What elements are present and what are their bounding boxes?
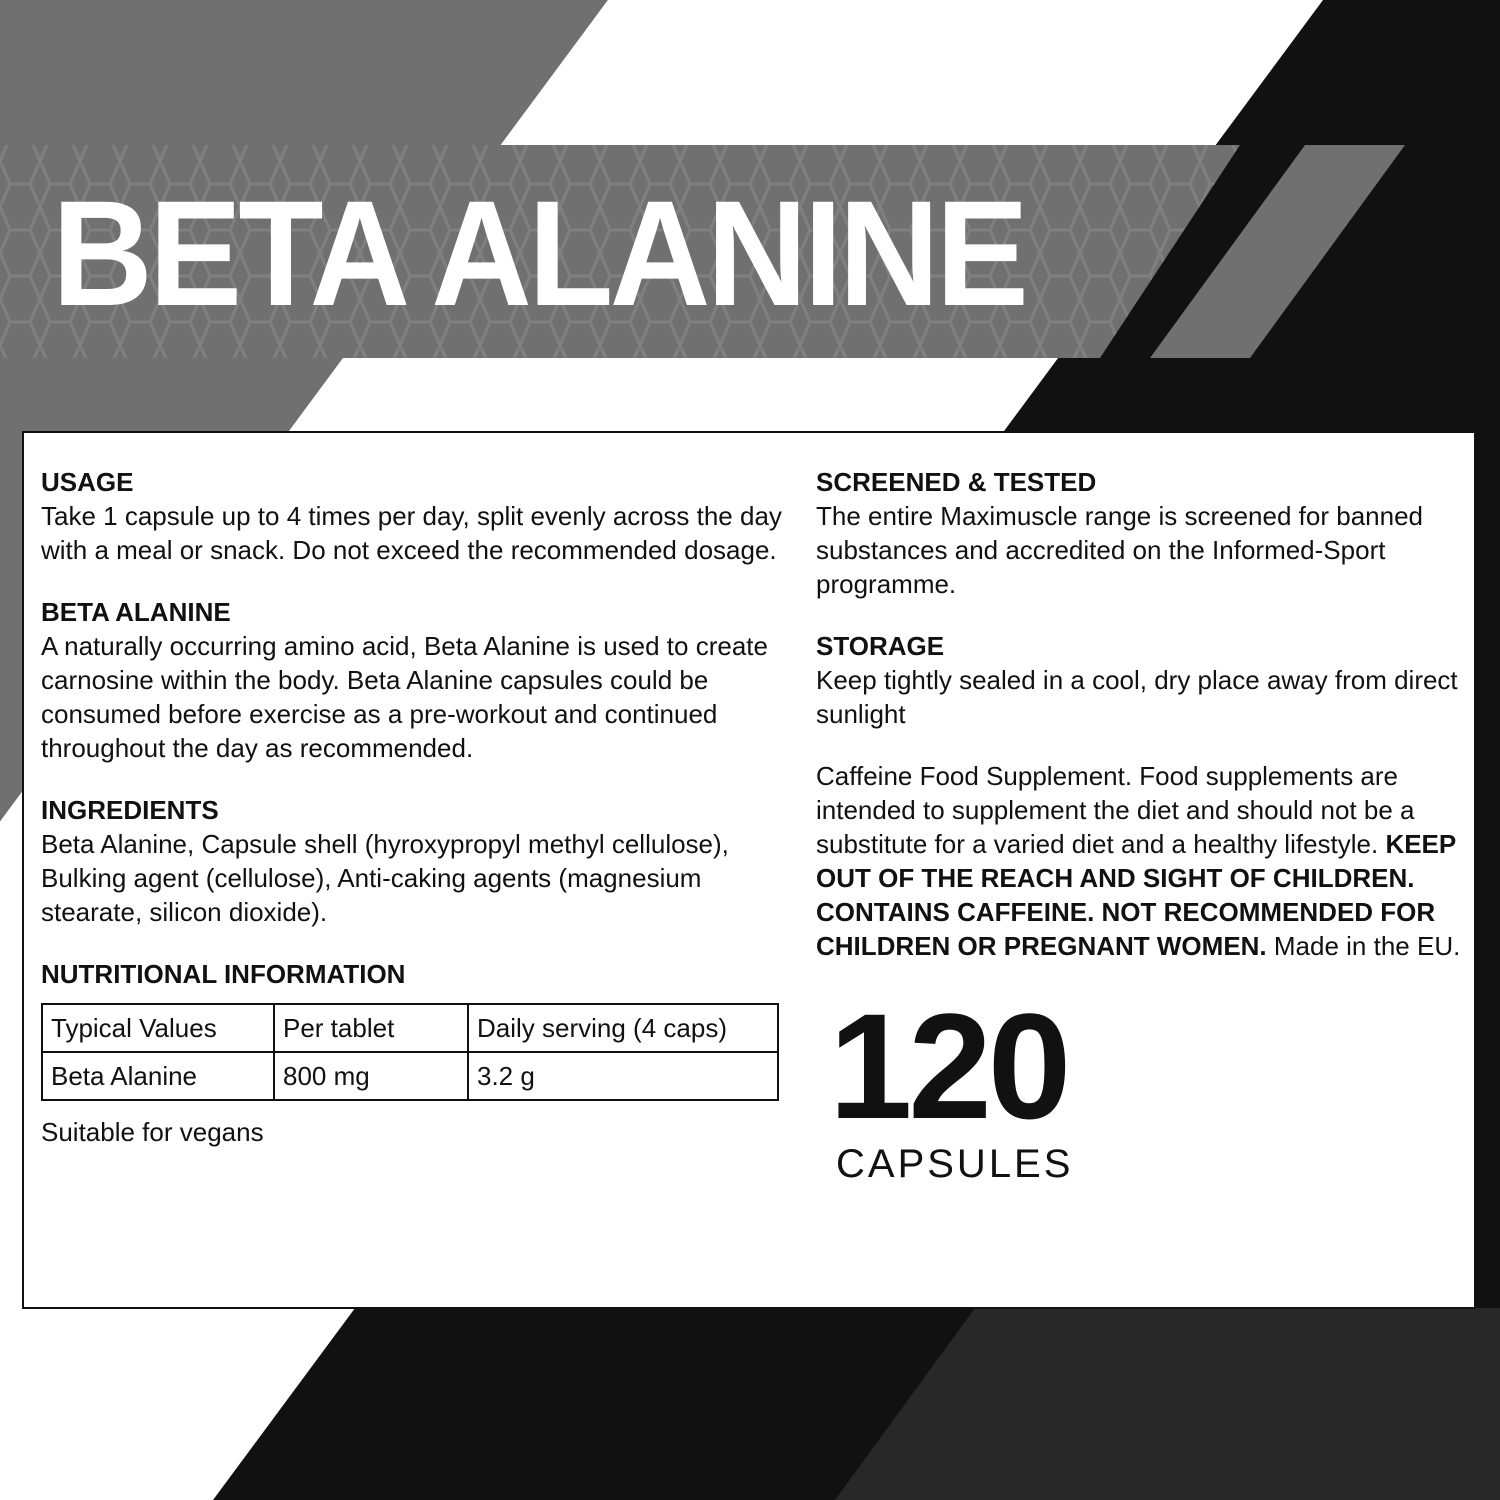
table-cell: 800 mg [274, 1052, 468, 1100]
nutrition-table [41, 1003, 779, 1101]
capsule-label: CAPSULES [836, 1142, 1074, 1186]
usage-heading: USAGE [41, 467, 134, 497]
left-column [41, 465, 791, 1177]
table-header: Typical Values [42, 1004, 274, 1052]
capsule-count: 120 [829, 982, 1068, 1150]
page-title: BETA ALANINE [52, 169, 1026, 337]
screened-text: The entire Maximuscle range is screened for banned substances and accredited on the Informed-Sport programme. [816, 501, 1423, 599]
table-cell: Beta Alanine [42, 1052, 274, 1100]
ingredients-text: Beta Alanine, Capsule shell (hyroxypropyl methyl cellulose), Bulking agent (cellulose), Anti-caking agents (magnesium stearate, silicon dioxide). [41, 829, 729, 927]
screened-heading: SCREENED & TESTED [816, 467, 1097, 497]
right-column [816, 465, 1466, 1187]
vegan-note: Suitable for vegans [41, 1117, 264, 1147]
warning-outro: Made in the EU. [1266, 931, 1461, 961]
table-header-row [42, 1004, 778, 1052]
table-cell: 3.2 g [468, 1052, 778, 1100]
storage-heading: STORAGE [816, 631, 945, 661]
storage-text: Keep tightly sealed in a cool, dry place away from direct sunlight [816, 665, 1458, 729]
table-header: Daily serving (4 caps) [468, 1004, 778, 1052]
nutrition-heading: NUTRITIONAL INFORMATION [41, 959, 406, 989]
usage-text: Take 1 capsule up to 4 times per day, split evenly across the day with a meal or snack. Do not exceed the recommended dosage. [41, 501, 782, 565]
beta-text: A naturally occurring amino acid, Beta Alanine is used to create carnosine within the body. Beta Alanine capsules could be consumed before exercise as a pre-workout and continued throughout the day as recommended. [41, 631, 768, 763]
info-card [22, 431, 1476, 1309]
ingredients-heading: INGREDIENTS [41, 795, 219, 825]
table-row [42, 1052, 778, 1100]
warning-intro: Caffeine Food Supplement. Food supplements are intended to supplement the diet and should not be a substitute for a varied diet and a healthy lifestyle. [816, 761, 1415, 859]
beta-heading: BETA ALANINE [41, 597, 231, 627]
warning-bold: KEEP OUT OF THE REACH AND SIGHT OF CHILDREN. CONTAINS CAFFEINE. NOT RECOMMENDED FOR CHILDREN OR PREGNANT WOMEN. [816, 829, 1456, 961]
warning-text [816, 759, 1466, 963]
table-header: Per tablet [274, 1004, 468, 1052]
